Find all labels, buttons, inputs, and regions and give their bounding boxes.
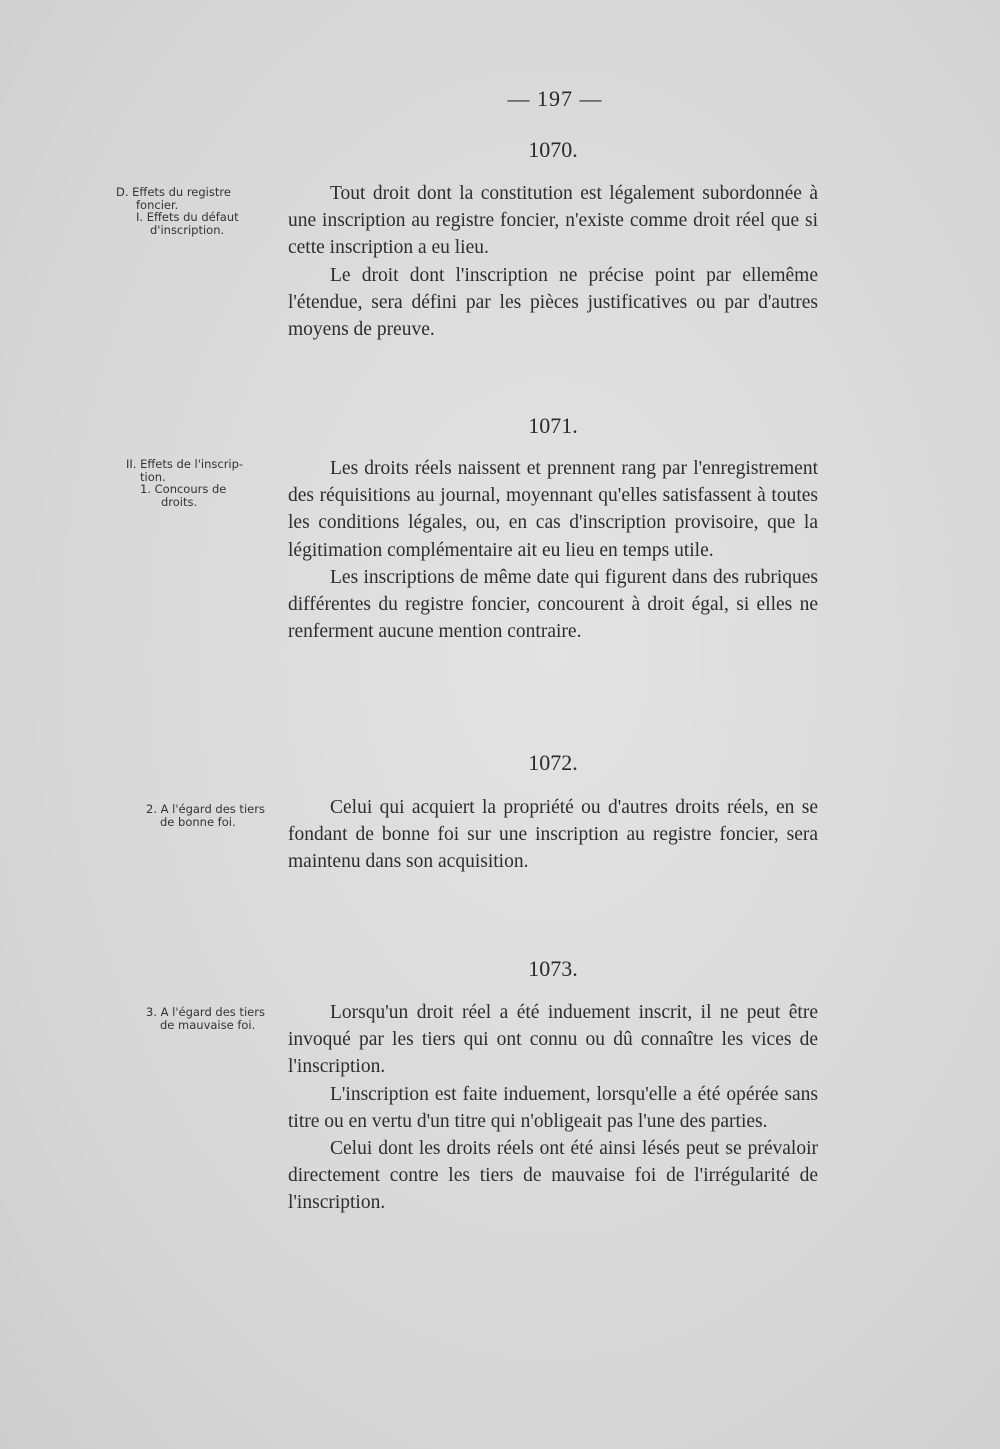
- article-text: [288, 999, 818, 1217]
- article-text: [288, 180, 818, 343]
- margin-line: tion.: [140, 469, 166, 484]
- margin-line: D. Effets du registre: [116, 185, 231, 199]
- margin-line: 2. A l'égard des tiers: [146, 802, 265, 816]
- article-number: 1070.: [528, 137, 578, 162]
- margin-note: [146, 803, 265, 828]
- margin-note: [116, 186, 239, 236]
- margin-line: I. Effets du défaut: [136, 210, 239, 224]
- margin-line: de mauvaise foi.: [160, 1017, 256, 1032]
- article-text: [288, 794, 818, 876]
- article-text: [288, 455, 818, 645]
- paragraph: Le droit dont l'inscription ne précise point par ellemême l'étendue, sera défini par les pièces justificatives ou par d'autres moyens de preuve.: [288, 264, 818, 341]
- page-number: — 197 —: [507, 86, 603, 111]
- margin-note: [126, 458, 243, 508]
- margin-line: d'inscription.: [150, 222, 225, 237]
- article-number: 1072.: [528, 750, 578, 775]
- margin-line: droits.: [161, 494, 198, 509]
- paragraph: L'inscription est faite induement, lorsqu'elle a été opérée sans titre ou en vertu d'un titre qui n'obligeait pas l'une des parties.: [288, 1083, 818, 1132]
- paragraph: Les inscriptions de même date qui figurent dans des rubriques différentes du registre foncier, concourent à droit égal, si elles ne renferment aucune mention contraire.: [288, 566, 818, 643]
- margin-line: 3. A l'égard des tiers: [146, 1005, 265, 1019]
- paragraph: Celui qui acquiert la propriété ou d'autres droits réels, en se fondant de bonne foi sur une inscription au registre foncier, sera maintenu dans son acquisition.: [288, 797, 818, 873]
- paragraph: Lorsqu'un droit réel a été induement inscrit, il ne peut être invoqué par les tiers qui ont connu ou dû connaître les vices de l'inscription.: [288, 1002, 818, 1078]
- article-number: 1071.: [528, 413, 578, 438]
- margin-line: de bonne foi.: [160, 814, 236, 829]
- article-number: 1073.: [528, 956, 578, 981]
- paragraph: Celui dont les droits réels ont été ainsi lésés peut se prévaloir directement contre les tiers de mauvaise foi de l'irrégularité de l'inscription.: [288, 1138, 818, 1214]
- paragraph: Tout droit dont la constitution est légalement subordonnée à une inscription au registre foncier, n'existe comme droit réel que si cette inscription a eu lieu.: [288, 183, 818, 259]
- margin-line: foncier.: [136, 197, 179, 212]
- paragraph: Les droits réels naissent et prennent rang par l'enregistrement des réquisitions au journal, moyennant qu'elles satisfassent à toutes les conditions légales, ou, en cas d'inscription provisoire, que la légitimation complémentaire ait eu lieu en temps utile.: [288, 458, 818, 561]
- margin-line: II. Effets de l'inscrip-: [126, 457, 244, 471]
- margin-note: [146, 1006, 265, 1031]
- margin-line: 1. Concours de: [140, 482, 227, 496]
